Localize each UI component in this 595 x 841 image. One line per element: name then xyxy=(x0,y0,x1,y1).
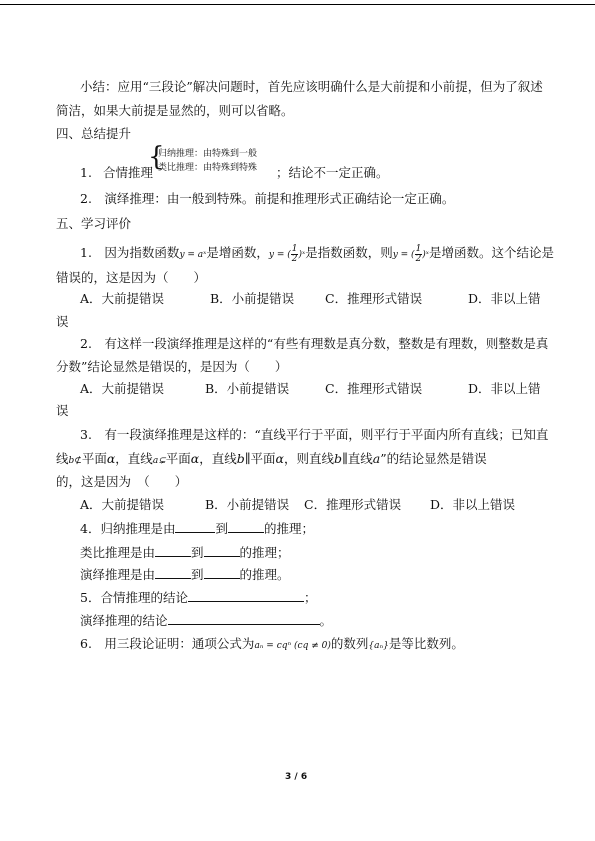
item-1-tail: ；结论不一定正确。 xyxy=(276,165,389,180)
item-2: 2. 演绎推理：由一般到特殊。前提和推理形式正确结论一定正确。 xyxy=(80,191,455,206)
q5-blank-2[interactable] xyxy=(168,612,320,625)
q1-mid-1: 是增函数， xyxy=(206,245,269,260)
q4-line-3: 演绎推理是由 到 的推理。 xyxy=(80,567,290,582)
q1-wrap: 误 xyxy=(56,314,69,329)
brace-symbol: { xyxy=(148,142,165,172)
q1-formula-exp: y = aˣ xyxy=(179,250,207,260)
q1-option-a[interactable]: A．大前提错误 xyxy=(80,291,165,306)
q1-formula-half-b: y = ( $\frac{1}{2}$ )ˣ xyxy=(392,244,430,264)
q4-line-1: 4．归纳推理是由 到 的推理； xyxy=(80,521,314,536)
q1-prefix: 1. 因为指数函数 xyxy=(80,245,180,260)
item-1-label: 合情推理 xyxy=(103,165,154,180)
header-rule xyxy=(0,4,595,5)
q3-line-2: 线b⊄平面α，直线a⊊平面α，直线b∥平面α，则直线b∥直线a”的结论显然是错误 xyxy=(56,451,487,466)
q4-blank-3[interactable] xyxy=(155,544,191,557)
section-5-title: 五、学习评价 xyxy=(56,216,132,231)
q3-option-b[interactable]: B．小前提错误 xyxy=(205,497,290,512)
q3-option-d[interactable]: D．非以上错误 xyxy=(430,497,516,512)
q2-line-2: 分数”结论显然是错误的，是因为（ ） xyxy=(56,359,288,374)
q4-line-2: 类比推理是由 到 的推理； xyxy=(80,545,290,560)
q6-formula: aₙ = cqⁿ (cq ≠ 0) xyxy=(254,641,331,651)
q2-wrap: 误 xyxy=(56,403,69,418)
q2-option-d[interactable]: D．非以上错 xyxy=(468,381,541,396)
q1-mid-2: 是指数函数，则 xyxy=(305,245,393,260)
q1-formula-half-a: y = ( $\frac{1}{2}$ )ˣ xyxy=(268,244,306,264)
q1-option-d[interactable]: D．非以上错 xyxy=(468,291,541,306)
q3-line-1: 3. 有一段演绎推理是这样的：“直线平行于平面，则平行于平面内所有直线；已知直 xyxy=(80,427,549,442)
q5-line-2: 演绎推理的结论 。 xyxy=(80,613,333,628)
q5-line-1: 5．合情推理的结论 ； xyxy=(80,590,317,605)
q1-line-1 xyxy=(80,245,554,264)
q4-blank-4[interactable] xyxy=(204,544,240,557)
item-1-number: 1. xyxy=(80,165,92,180)
q4-blank-1[interactable] xyxy=(175,520,215,533)
q1-line-2: 错误的，这是因为（ ） xyxy=(56,270,207,285)
q4-blank-2[interactable] xyxy=(228,520,264,533)
q4-blank-6[interactable] xyxy=(204,566,240,579)
q3-line-3: 的，这是因为 （ ） xyxy=(56,474,188,489)
q1-mid-3: 是增函数。这个结论是 xyxy=(429,245,555,260)
q2-line-1: 2. 有这样一段演绎推理是这样的“有些有理数是真分数，整数是有理数，则整数是真 xyxy=(80,336,549,351)
q2-option-c[interactable]: C．推理形式错误 xyxy=(325,381,423,396)
q2-option-a[interactable]: A．大前提错误 xyxy=(80,381,165,396)
q2-option-b[interactable]: B．小前提错误 xyxy=(205,381,290,396)
q1-option-b[interactable]: B．小前提错误 xyxy=(210,291,295,306)
q6-line: 6. 用三段论证明：通项公式为aₙ = cqⁿ (cq ≠ 0)的数列{aₙ}是等比数列。 xyxy=(80,636,464,651)
page-number: 3 / 6 xyxy=(285,772,308,782)
summary-line-1: 小结：应用“三段论”解决问题时，首先应该明确什么是大前提和小前提，但为了叙述 xyxy=(80,79,543,94)
q3-option-a[interactable]: A．大前提错误 xyxy=(80,497,165,512)
q5-blank-1[interactable] xyxy=(188,589,304,602)
summary-line-2: 简洁，如果大前提是显然的，则可以省略。 xyxy=(56,103,294,118)
q4-blank-5[interactable] xyxy=(155,566,191,579)
q1-option-c[interactable]: C．推理形式错误 xyxy=(325,291,423,306)
section-4-title: 四、总结提升 xyxy=(56,126,132,141)
item-1-sub-analogy: 类比推理：由特殊到特殊 xyxy=(158,163,258,173)
q6-sequence: {aₙ} xyxy=(368,641,389,651)
q3-option-c[interactable]: C．推理形式错误 xyxy=(304,497,402,512)
item-1-sub-induction: 归纳推理：由特殊到一般 xyxy=(158,149,258,159)
